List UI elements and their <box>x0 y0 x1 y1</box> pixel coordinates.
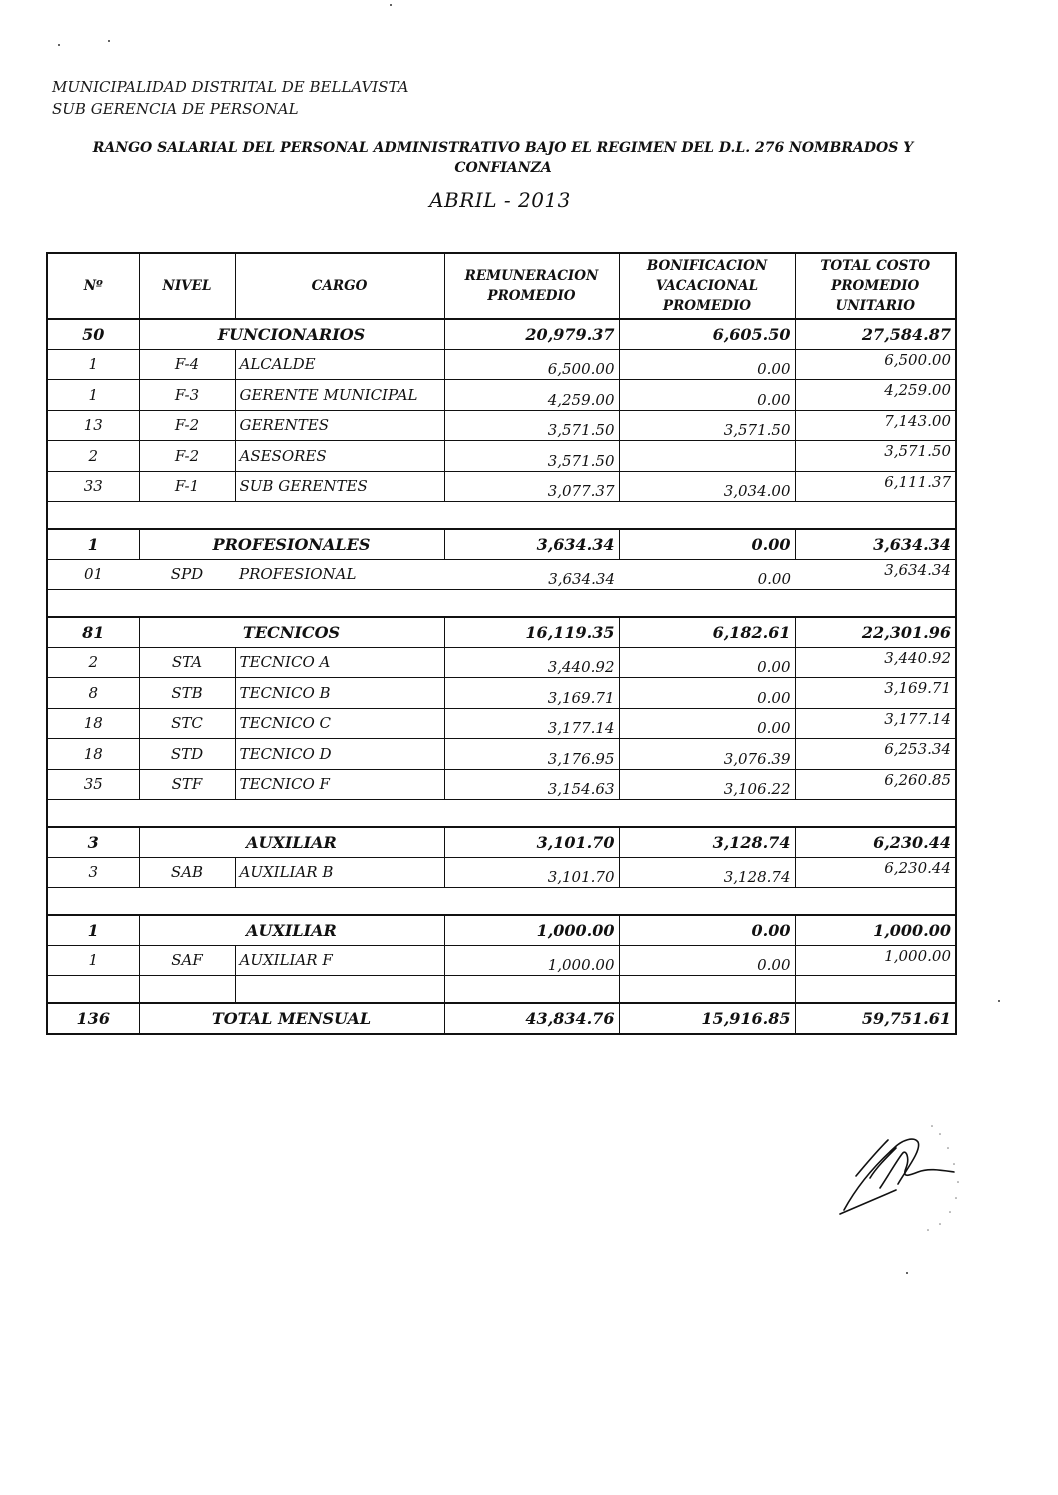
row-total: 6,111.37 <box>795 471 956 502</box>
table-row <box>47 945 956 976</box>
col-header-bonificacion: BONIFICACION VACACIONAL PROMEDIO <box>619 253 795 319</box>
empty-cell <box>47 976 139 1004</box>
empty-cell <box>619 976 795 1004</box>
row-count: 01 <box>47 559 139 590</box>
row-bonificacion: 0.00 <box>619 380 795 411</box>
row-cargo: AUXILIAR F <box>235 945 444 976</box>
row-count: 8 <box>47 678 139 709</box>
table-row <box>47 380 956 411</box>
table-row <box>47 647 956 678</box>
row-bonificacion: 3,571.50 <box>619 410 795 441</box>
document-title: RANGO SALARIAL DEL PERSONAL ADMINISTRATIVO BAJO EL REGIMEN DEL D.L. 276 NOMBRADOS Y CONFIANZA <box>92 140 914 176</box>
row-remuneracion: 3,077.37 <box>444 471 619 502</box>
empty-cell <box>47 590 956 618</box>
spacer-row <box>47 800 956 828</box>
col-header-remuneracion: REMUNERACION PROMEDIO <box>444 253 619 319</box>
row-cargo: PROFESIONAL <box>235 559 444 590</box>
spacer-row <box>47 502 956 530</box>
grand-total-total: 59,751.61 <box>795 1003 956 1034</box>
table-row <box>47 559 956 590</box>
row-total: 3,169.71 <box>795 678 956 709</box>
row-nivel: F-1 <box>139 471 235 502</box>
group-row <box>47 827 956 857</box>
scan-speck <box>906 1272 908 1274</box>
row-count: 35 <box>47 769 139 800</box>
row-total: 6,260.85 <box>795 769 956 800</box>
row-nivel: STF <box>139 769 235 800</box>
row-nivel: SPD <box>139 559 235 590</box>
row-total: 6,253.34 <box>795 739 956 770</box>
row-cargo: TECNICO C <box>235 708 444 739</box>
table-row <box>47 739 956 770</box>
municipality-name: MUNICIPALIDAD DISTRITAL DE BELLAVISTA <box>52 78 409 96</box>
group-name: AUXILIAR <box>139 915 444 945</box>
row-nivel: F-2 <box>139 441 235 472</box>
group-row <box>47 319 956 349</box>
empty-cell <box>139 976 235 1004</box>
row-cargo: AUXILIAR B <box>235 857 444 888</box>
row-bonificacion: 0.00 <box>619 708 795 739</box>
table-row <box>47 410 956 441</box>
grand-total-remuneracion: 43,834.76 <box>444 1003 619 1034</box>
row-bonificacion: 0.00 <box>619 647 795 678</box>
row-bonificacion: 3,128.74 <box>619 857 795 888</box>
row-nivel: SAB <box>139 857 235 888</box>
group-name: PROFESIONALES <box>139 529 444 559</box>
row-remuneracion: 3,634.34 <box>444 559 619 590</box>
row-remuneracion: 3,169.71 <box>444 678 619 709</box>
group-count: 50 <box>47 319 139 349</box>
group-bonificacion: 6,605.50 <box>619 319 795 349</box>
signature <box>836 1118 976 1238</box>
group-row <box>47 617 956 647</box>
row-cargo: TECNICO B <box>235 678 444 709</box>
row-count: 1 <box>47 380 139 411</box>
table-header-row <box>47 253 956 319</box>
row-nivel: SAF <box>139 945 235 976</box>
row-bonificacion <box>619 441 795 472</box>
group-count: 81 <box>47 617 139 647</box>
row-cargo: GERENTES <box>235 410 444 441</box>
row-count: 1 <box>47 349 139 380</box>
scan-speck <box>108 40 110 42</box>
group-count: 1 <box>47 915 139 945</box>
row-count: 3 <box>47 857 139 888</box>
row-cargo: TECNICO D <box>235 739 444 770</box>
row-total: 4,259.00 <box>795 380 956 411</box>
salary-table <box>46 252 957 1035</box>
group-name: FUNCIONARIOS <box>139 319 444 349</box>
group-remuneracion: 1,000.00 <box>444 915 619 945</box>
table-row <box>47 708 956 739</box>
col-header-total: TOTAL COSTO PROMEDIO UNITARIO <box>795 253 956 319</box>
group-bonificacion: 0.00 <box>619 529 795 559</box>
table-row <box>47 441 956 472</box>
row-remuneracion: 4,259.00 <box>444 380 619 411</box>
row-bonificacion: 0.00 <box>619 559 795 590</box>
scan-speck <box>58 44 60 46</box>
row-nivel: STB <box>139 678 235 709</box>
empty-cell <box>444 976 619 1004</box>
group-remuneracion: 20,979.37 <box>444 319 619 349</box>
row-total: 3,440.92 <box>795 647 956 678</box>
row-count: 33 <box>47 471 139 502</box>
grand-total-label: TOTAL MENSUAL <box>139 1003 444 1034</box>
row-nivel: STC <box>139 708 235 739</box>
row-remuneracion: 3,176.95 <box>444 739 619 770</box>
row-cargo: TECNICO A <box>235 647 444 678</box>
group-count: 3 <box>47 827 139 857</box>
empty-cell <box>795 976 956 1004</box>
group-total: 6,230.44 <box>795 827 956 857</box>
table-body <box>47 319 956 1034</box>
group-bonificacion: 6,182.61 <box>619 617 795 647</box>
col-header-nivel: NIVEL <box>139 253 235 319</box>
scan-speck <box>998 1000 1000 1002</box>
group-total: 22,301.96 <box>795 617 956 647</box>
empty-cell <box>47 502 956 530</box>
row-total: 3,634.34 <box>795 559 956 590</box>
grand-total-row <box>47 1003 956 1034</box>
scan-speck <box>390 4 392 6</box>
row-remuneracion: 3,177.14 <box>444 708 619 739</box>
grand-total-count: 136 <box>47 1003 139 1034</box>
row-bonificacion: 3,034.00 <box>619 471 795 502</box>
row-total: 7,143.00 <box>795 410 956 441</box>
group-bonificacion: 0.00 <box>619 915 795 945</box>
table-row <box>47 857 956 888</box>
row-remuneracion: 3,154.63 <box>444 769 619 800</box>
row-cargo: SUB GERENTES <box>235 471 444 502</box>
row-total: 1,000.00 <box>795 945 956 976</box>
empty-cell <box>235 976 444 1004</box>
row-nivel: F-2 <box>139 410 235 441</box>
group-count: 1 <box>47 529 139 559</box>
spacer-row <box>47 976 956 1004</box>
group-name: TECNICOS <box>139 617 444 647</box>
row-total: 3,177.14 <box>795 708 956 739</box>
row-nivel: F-4 <box>139 349 235 380</box>
row-cargo: GERENTE MUNICIPAL <box>235 380 444 411</box>
grand-total-bonificacion: 15,916.85 <box>619 1003 795 1034</box>
document-period: ABRIL - 2013 <box>429 188 571 212</box>
row-nivel: STD <box>139 739 235 770</box>
row-count: 2 <box>47 441 139 472</box>
table-row <box>47 678 956 709</box>
empty-cell <box>47 888 956 916</box>
row-count: 18 <box>47 739 139 770</box>
row-bonificacion: 3,106.22 <box>619 769 795 800</box>
group-bonificacion: 3,128.74 <box>619 827 795 857</box>
row-bonificacion: 0.00 <box>619 945 795 976</box>
row-cargo: TECNICO F <box>235 769 444 800</box>
row-count: 18 <box>47 708 139 739</box>
row-bonificacion: 3,076.39 <box>619 739 795 770</box>
row-bonificacion: 0.00 <box>619 349 795 380</box>
spacer-row <box>47 590 956 618</box>
row-total: 6,230.44 <box>795 857 956 888</box>
col-header-cargo: CARGO <box>235 253 444 319</box>
row-total: 3,571.50 <box>795 441 956 472</box>
group-remuneracion: 3,634.34 <box>444 529 619 559</box>
row-count: 13 <box>47 410 139 441</box>
group-total: 27,584.87 <box>795 319 956 349</box>
row-cargo: ASESORES <box>235 441 444 472</box>
row-remuneracion: 3,101.70 <box>444 857 619 888</box>
group-name: AUXILIAR <box>139 827 444 857</box>
row-bonificacion: 0.00 <box>619 678 795 709</box>
row-count: 1 <box>47 945 139 976</box>
table-row <box>47 769 956 800</box>
table-row <box>47 349 956 380</box>
row-nivel: F-3 <box>139 380 235 411</box>
group-total: 1,000.00 <box>795 915 956 945</box>
department-name: SUB GERENCIA DE PERSONAL <box>52 100 299 118</box>
group-remuneracion: 3,101.70 <box>444 827 619 857</box>
spacer-row <box>47 888 956 916</box>
row-total: 6,500.00 <box>795 349 956 380</box>
empty-cell <box>47 800 956 828</box>
row-remuneracion: 6,500.00 <box>444 349 619 380</box>
row-cargo: ALCALDE <box>235 349 444 380</box>
row-nivel: STA <box>139 647 235 678</box>
group-total: 3,634.34 <box>795 529 956 559</box>
group-row <box>47 529 956 559</box>
group-remuneracion: 16,119.35 <box>444 617 619 647</box>
group-row <box>47 915 956 945</box>
table-row <box>47 471 956 502</box>
row-remuneracion: 3,571.50 <box>444 441 619 472</box>
row-count: 2 <box>47 647 139 678</box>
row-remuneracion: 1,000.00 <box>444 945 619 976</box>
row-remuneracion: 3,571.50 <box>444 410 619 441</box>
row-remuneracion: 3,440.92 <box>444 647 619 678</box>
col-header-n: Nº <box>47 253 139 319</box>
